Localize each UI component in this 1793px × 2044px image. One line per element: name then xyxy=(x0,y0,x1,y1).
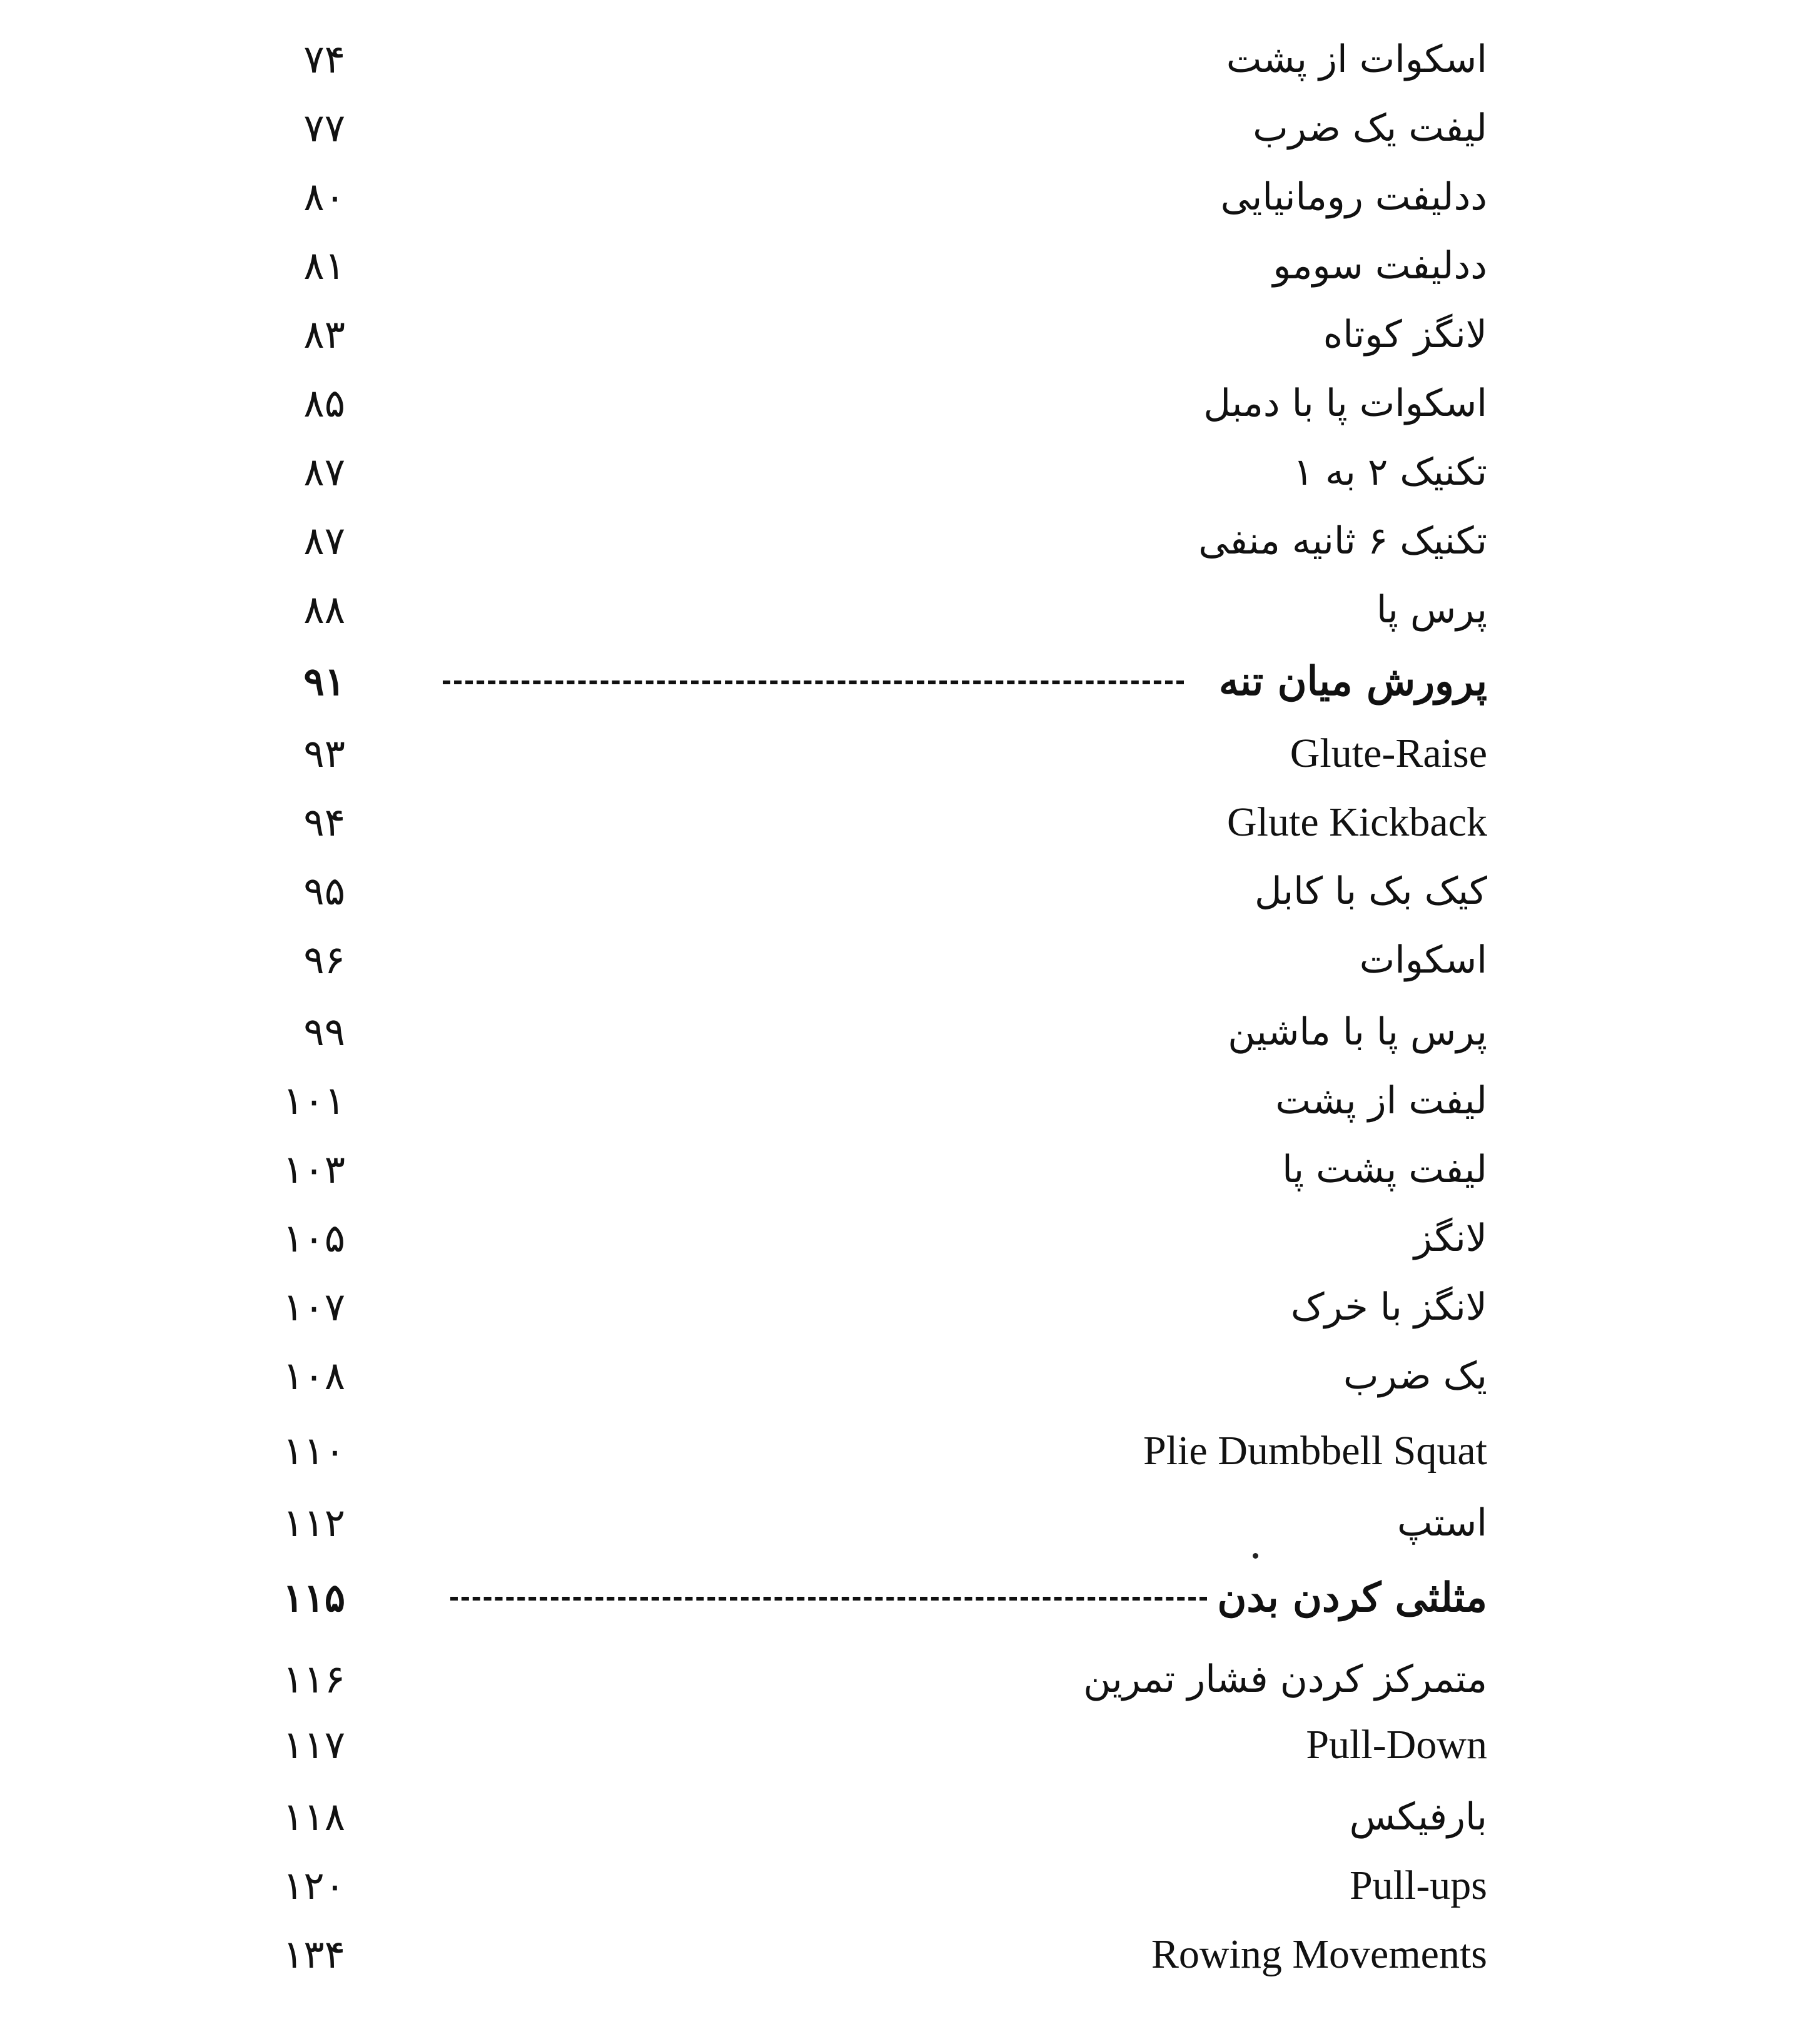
entry-page-number: ۸۷ xyxy=(303,518,345,564)
entry-page-number: ۹۴ xyxy=(303,799,345,845)
entry-page-number: ۸۸ xyxy=(303,587,345,632)
section-title: پرورش میان تنه xyxy=(1218,658,1487,705)
toc-entry xyxy=(0,1920,1793,1989)
entry-title: Pull-Down xyxy=(1306,1722,1487,1768)
entry-page-number: ۹۳ xyxy=(303,731,345,776)
toc-entry xyxy=(0,438,1793,507)
entry-page-number: ۱۳۴ xyxy=(283,1931,345,1977)
entry-title: تکنیک ۲ به ۱ xyxy=(1293,450,1487,494)
entry-page-number: ۱۰۵ xyxy=(283,1215,345,1261)
entry-title: پرس پا xyxy=(1376,588,1487,632)
entry-page-number: ۸۳ xyxy=(303,311,345,357)
entry-title: یک ضرب xyxy=(1343,1354,1487,1398)
entry-title: استپ xyxy=(1397,1501,1487,1545)
section-title: مثلثی کردن بدن xyxy=(1217,1574,1487,1621)
entry-page-number: ۹۵ xyxy=(303,868,345,914)
entry-page-number: ۱۰۷ xyxy=(283,1284,345,1330)
entry-page-number: ۱۱۶ xyxy=(283,1656,345,1702)
entry-title: Plie Dumbbell Squat xyxy=(1143,1428,1487,1474)
entry-title: متمرکز کردن فشار تمرین xyxy=(1083,1657,1487,1701)
toc-entry xyxy=(0,788,1793,857)
toc-section-heading xyxy=(0,647,1793,716)
entry-title: Pull-ups xyxy=(1349,1863,1487,1908)
toc-entry xyxy=(0,1204,1793,1273)
entry-page-number: ۱۰۱ xyxy=(283,1078,345,1123)
toc-section-heading xyxy=(0,1564,1793,1632)
entry-page-number: ۷۴ xyxy=(303,36,345,82)
entry-page-number: ۸۰ xyxy=(303,174,345,220)
section-page-number: ۹۱ xyxy=(303,659,345,704)
dash-leader xyxy=(450,1597,1207,1601)
entry-title: ددلیفت رومانیایی xyxy=(1220,175,1487,219)
toc-entry xyxy=(0,163,1793,231)
print-speck xyxy=(1253,1553,1258,1559)
entry-page-number: ۱۰۳ xyxy=(283,1146,345,1192)
entry-title: تکنیک ۶ ثانیه منفی xyxy=(1198,519,1487,563)
entry-title: اسکوات xyxy=(1359,938,1487,982)
entry-page-number: ۱۱۲ xyxy=(283,1500,345,1546)
entry-title: لانگز کوتاه xyxy=(1323,313,1487,357)
toc-entry xyxy=(0,1066,1793,1135)
toc-entry xyxy=(0,857,1793,926)
entry-title: بارفیکس xyxy=(1349,1795,1487,1839)
entry-page-number: ۹۹ xyxy=(303,1009,345,1055)
toc-entry xyxy=(0,1342,1793,1410)
entry-page-number: ۸۱ xyxy=(303,243,345,288)
entry-title: لانگز با خرک xyxy=(1290,1285,1487,1329)
toc-entry xyxy=(0,1851,1793,1920)
entry-page-number: ۸۷ xyxy=(303,449,345,495)
toc-entry xyxy=(0,926,1793,994)
toc-entry xyxy=(0,300,1793,369)
toc-entry xyxy=(0,1645,1793,1714)
toc-entry xyxy=(0,94,1793,163)
toc-entry xyxy=(0,1417,1793,1485)
entry-title: لانگز xyxy=(1413,1217,1487,1260)
toc-entry xyxy=(0,231,1793,300)
toc-entry xyxy=(0,719,1793,788)
entry-page-number: ۸۵ xyxy=(303,380,345,426)
entry-page-number: ۱۱۸ xyxy=(283,1794,345,1839)
toc-entry xyxy=(0,1783,1793,1851)
entry-title: لیفت پشت پا xyxy=(1282,1148,1487,1191)
entry-title: اسکوات از پشت xyxy=(1226,38,1487,81)
toc-entry xyxy=(0,1135,1793,1204)
toc-entry xyxy=(0,369,1793,438)
entry-page-number: ۱۱۷ xyxy=(283,1722,345,1768)
toc-entry xyxy=(0,1711,1793,1779)
entry-page-number: ۷۷ xyxy=(303,105,345,151)
entry-title: Glute Kickback xyxy=(1226,799,1487,845)
section-page-number: ۱۱۵ xyxy=(283,1575,345,1621)
entry-page-number: ۱۱۰ xyxy=(283,1428,345,1474)
toc-entry xyxy=(0,25,1793,94)
entry-title: ددلیفت سومو xyxy=(1273,244,1487,288)
entry-title: لیفت از پشت xyxy=(1275,1079,1487,1123)
entry-page-number: ۱۰۸ xyxy=(283,1353,345,1399)
entry-title: لیفت یک ضرب xyxy=(1253,106,1487,150)
toc-entry xyxy=(0,998,1793,1066)
entry-title: پرس پا با ماشین xyxy=(1228,1010,1487,1054)
dash-leader xyxy=(443,680,1184,684)
toc-entry xyxy=(0,507,1793,575)
toc-entry xyxy=(0,575,1793,644)
entry-page-number: ۱۲۰ xyxy=(283,1863,345,1908)
entry-title: Rowing Movements xyxy=(1151,1931,1487,1977)
entry-title: اسکوات پا با دمبل xyxy=(1203,382,1487,425)
entry-title: کیک بک با کابل xyxy=(1255,869,1487,913)
toc-entry xyxy=(0,1273,1793,1342)
toc-entry xyxy=(0,1489,1793,1557)
entry-title: Glute-Raise xyxy=(1290,731,1487,776)
entry-page-number: ۹۶ xyxy=(303,937,345,983)
